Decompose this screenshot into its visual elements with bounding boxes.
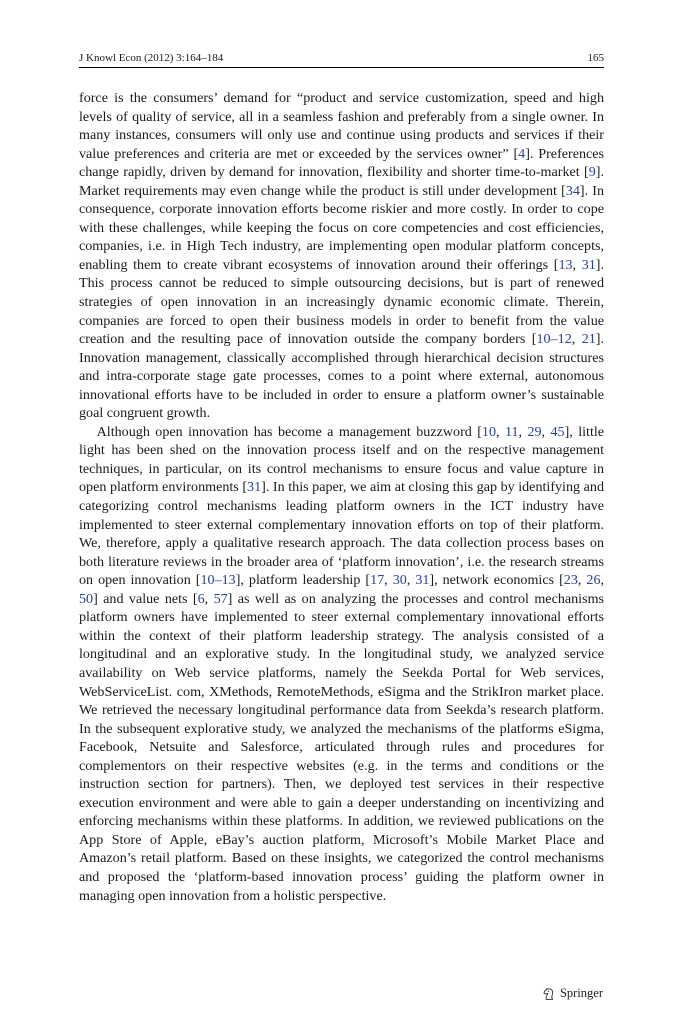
text-segment: ], little light has been shed on the innovation process itself and on the respective management techniques, in particular, on its control mechanisms to ensure focus and value capture in open platform environments [	[79, 423, 605, 496]
citation-link[interactable]: 50	[79, 590, 94, 607]
text-segment: ,	[572, 256, 582, 273]
text-segment: Although open innovation has become a management buzzword [	[96, 423, 482, 440]
text-segment: ]. This process cannot be reduced to simple outsourcing decisions, but is part of renewed strategies of open innovation in an increasingly dynamic economic climate. Therein, companies are forced to open their business models in order to benefit from the value creation and the resulting pace of innovation outside the company borders [	[79, 256, 604, 348]
citation-link[interactable]: 45	[550, 423, 565, 440]
journal-citation: J Knowl Econ (2012) 3:164–184	[79, 52, 224, 64]
citation-link[interactable]: 26	[586, 572, 601, 589]
text-segment: ,	[577, 572, 587, 589]
citation-link[interactable]: 6	[197, 590, 205, 607]
text-segment: ,	[541, 423, 551, 440]
citation-link[interactable]: 11	[504, 423, 519, 440]
page-number: 165	[587, 52, 604, 64]
citation-link[interactable]: 9	[588, 164, 596, 181]
text-segment: ] and value nets [	[93, 590, 198, 607]
citation-link[interactable]: 31	[415, 572, 430, 589]
citation-link[interactable]: 34	[565, 182, 580, 199]
text-segment: ], platform leadership [	[235, 572, 371, 589]
citation-link[interactable]: 10–13	[200, 572, 236, 589]
text-segment: ] as well as on analyzing the processes and control mechanisms platform owners have implemented to steer external complementary innovational efforts within the context of their platform leadership strategy. The analysis consisted of a longitudinal and an explorative study. In the longitudinal study, we analyzed service availability on Web service platforms, namely the Seekda Portal for Web services, WebServiceList. com, XMethods, RemoteMethods, eSigma and the StrikIron market place. We retrieved the necessary longitudinal performance data from Seekda’s research platform. In the subsequent explorative study, we analyzed the mechanisms of the platforms eSigma, Facebook, Netsuite and Salesforce, articulated through rules and procedures for complementors on their respective websites (e.g. in the terms and conditions or the instruction section for partners). Then, we deployed test services in their respective execution environment and were able to gain a deeper understanding on incentivizing and enforcing mechanisms within these platforms. In addition, we reviewed publications on the App Store of Apple, eBay’s auction platform, Microsoft’s Mobile Market Place and Amazon’s retail platform. Based on these insights, we categorized the control mechanisms and proposed the ‘platform-based innovation process’ guiding the platform owner in managing open innovation from a holistic perspective.	[79, 590, 605, 904]
text-segment: ]. Market requirements may even change while the product is still under development [	[79, 164, 604, 199]
citation-link[interactable]: 10	[481, 423, 496, 440]
text-segment: ]. In consequence, corporate innovation efforts become riskier and more costly. In order to cope with these challenges, while keeping the focus on core competencies and cost efficiencies, companies, i.e. in High Tech industry, are implementing open modular platform concepts, enabling them to create vibrant ecosystems of innovation around their offerings [	[79, 182, 604, 273]
citation-link[interactable]: 31	[581, 256, 596, 273]
citation-link[interactable]: 17	[370, 572, 385, 589]
text-segment: ,	[496, 423, 505, 440]
citation-link[interactable]: 23	[563, 572, 578, 589]
citation-link[interactable]: 31	[247, 479, 262, 496]
springer-chess-knight-icon	[542, 987, 556, 1001]
text-segment: ,	[406, 572, 416, 589]
text-segment: ,	[571, 331, 582, 348]
paragraph-2	[79, 423, 604, 905]
paragraph-1	[79, 89, 604, 423]
text-segment: ]. Preferences change rapidly, driven by demand for innovation, flexibility and shorter time-to-market [	[79, 145, 605, 181]
citation-link[interactable]: 29	[527, 423, 542, 440]
text-segment: ,	[204, 590, 214, 607]
text-segment: ]. Innovation management, classically accomplished through hierarchical decision structures and intra-corporate stage gate processes, comes to a point where external, autonomous innovational efforts have to be included in order to ensure a platform owner’s sustainable goal congruent growth.	[79, 331, 605, 422]
text-segment: ,	[518, 423, 528, 440]
text-segment: force is the consumers’ demand for “product and service customization, speed and high levels of quality of service, all in a seamless fashion and preferably from a single owner. In many instances, consumers will only use and continue using products and services if their value preferences and criteria are met or exceeded by the services owner” [	[79, 90, 604, 162]
citation-link[interactable]: 4	[518, 145, 526, 162]
text-segment: ], network economics [	[429, 572, 564, 589]
running-header	[79, 49, 604, 68]
citation-link[interactable]: 13	[558, 256, 573, 273]
publisher-name: Springer	[559, 986, 603, 1000]
citation-link[interactable]: 10–12	[536, 331, 572, 348]
text-segment: ,	[600, 572, 605, 589]
citation-link[interactable]: 30	[392, 572, 407, 589]
springer-logo	[542, 986, 603, 1001]
text-segment: ,	[384, 572, 393, 589]
citation-link[interactable]: 57	[213, 590, 228, 607]
body-text	[79, 89, 604, 905]
text-segment: ]. In this paper, we aim at closing this gap by identifying and categorizing control mechanisms leading platform owners in the ICT industry have implemented to steer external complementary innovation efforts on top of their platform. We, therefore, apply a qualitative research approach. The data collection process bases on both literature reviews in the broader area of ‘platform innovation’, i.e. the research streams on open innovation [	[79, 479, 604, 589]
citation-link[interactable]: 21	[581, 331, 596, 348]
